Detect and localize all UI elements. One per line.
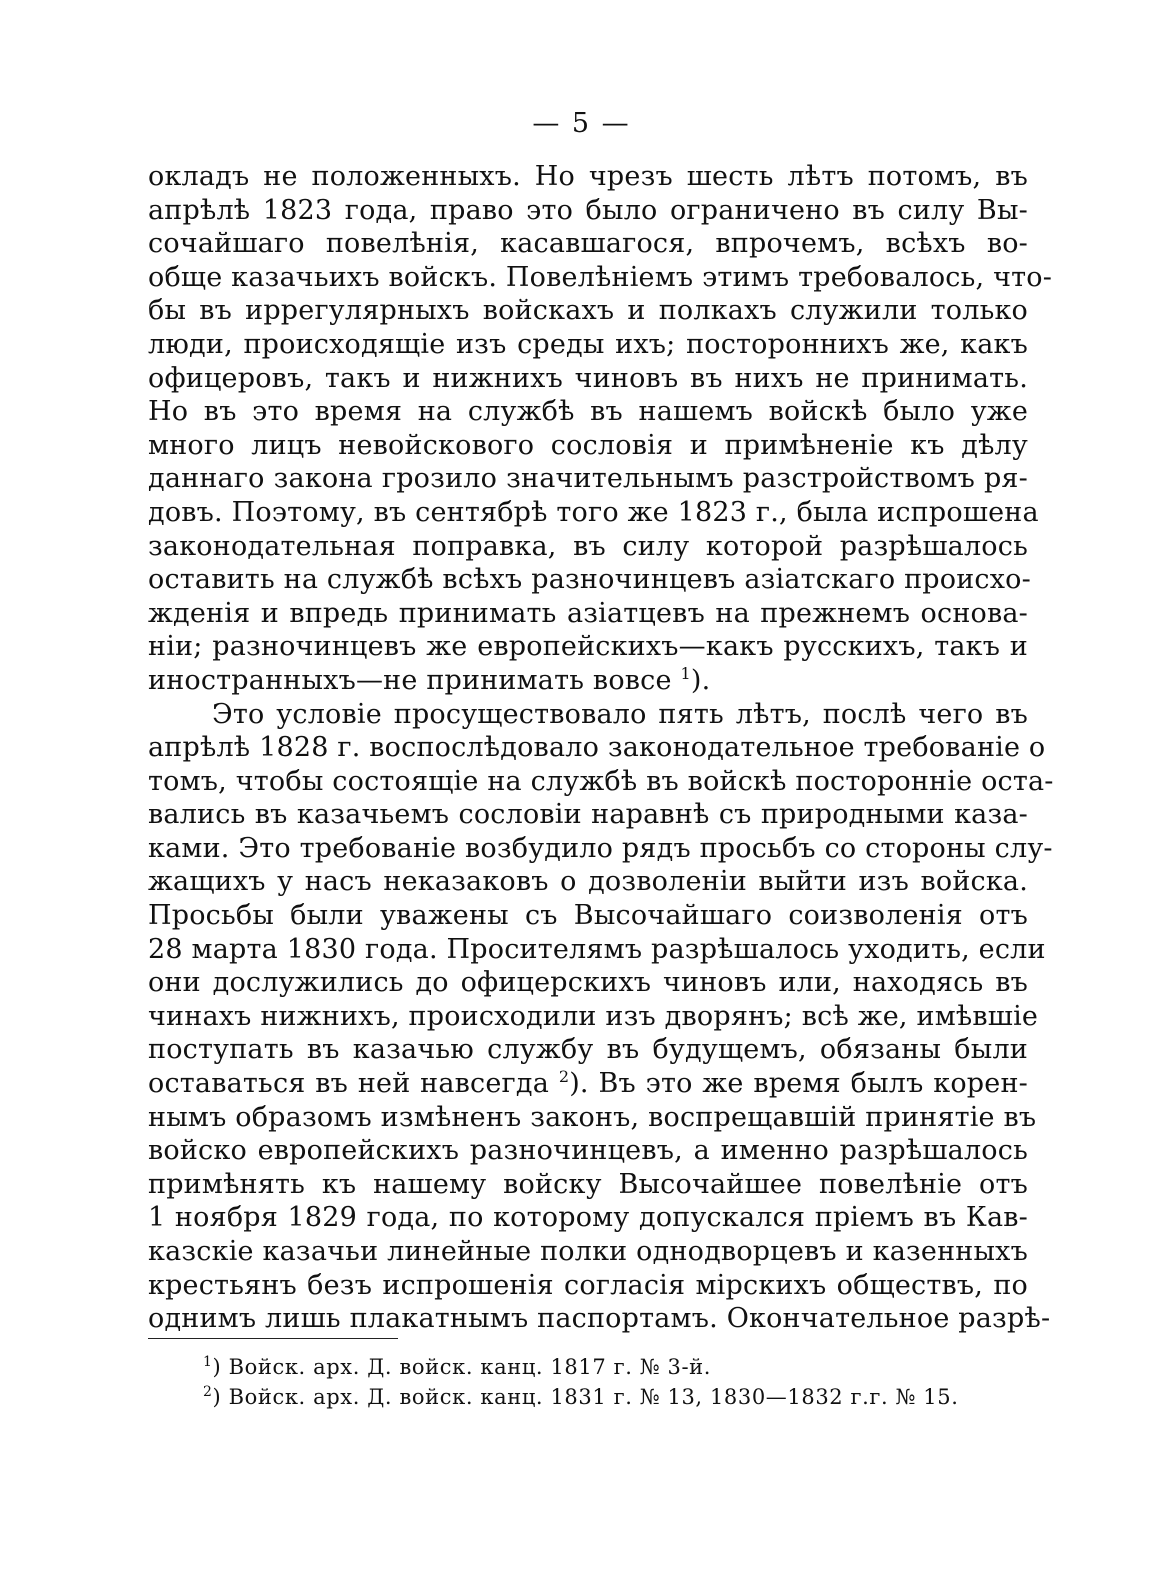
text-line: апрѣлѣ 1828 г. воспослѣдовало законодательное требованіе о bbox=[148, 732, 1046, 764]
footnote-text: ) Войск. арх. Д. войск. канц. 1831 г. № 13, 1830—1832 г.г. № 15. bbox=[212, 1385, 959, 1409]
footnote-mark: 2 bbox=[203, 1384, 213, 1400]
footnote bbox=[203, 1352, 1033, 1382]
footnote-reference: 2 bbox=[558, 1067, 570, 1087]
paragraph-first-line: Это условіе просуществовало пять лѣтъ, послѣ чего въ bbox=[212, 698, 1028, 730]
footnote-reference: 1 bbox=[680, 663, 691, 683]
text-line-with-footnote-ref bbox=[148, 664, 1028, 698]
text-line: законодательная поправка, въ силу которой разрѣшалось bbox=[148, 530, 1028, 562]
footnote-text: ) Войск. арх. Д. войск. канц. 1817 г. № 3-й. bbox=[212, 1355, 712, 1379]
text-line: жащихъ у насъ неказаковъ о дозволеніи выйти изъ войска. bbox=[148, 866, 1028, 898]
footnotes bbox=[203, 1352, 1033, 1412]
text-line: бы въ иррегулярныхъ войскахъ и полкахъ служили только bbox=[148, 295, 1028, 327]
text-line: казскіе казачьи линейные полки однодворцевъ и казенныхъ bbox=[148, 1236, 1028, 1267]
text-fragment: иностранныхъ—не принимать вовсе bbox=[148, 664, 681, 696]
text-line: крестьянъ безъ испрошенія согласія мірскихъ обществъ, по bbox=[148, 1269, 1028, 1301]
page-number: — 5 — bbox=[532, 108, 631, 139]
text-line: примѣнять къ нашему войску Высочайшее повелѣніе отъ bbox=[148, 1168, 1028, 1200]
text-line: поступать въ казачью службу въ будущемъ, обязаны были bbox=[148, 1034, 1028, 1066]
text-line: Но въ это время на службѣ въ нашемъ войскѣ было уже bbox=[148, 396, 1028, 428]
text-line-with-footnote-ref bbox=[148, 1067, 1028, 1101]
text-line: 1 ноября 1829 года, по которому допускался пріемъ въ Кав- bbox=[148, 1202, 1028, 1234]
footnote-mark: 1 bbox=[203, 1354, 213, 1370]
footnote bbox=[203, 1382, 1033, 1412]
text-line: войско европейскихъ разночинцевъ, а именно разрѣшалось bbox=[148, 1135, 1028, 1167]
text-line: чинахъ нижнихъ, происходили изъ дворянъ; всѣ же, имѣвшіе bbox=[148, 1000, 1039, 1032]
text-line: Просьбы были уважены съ Высочайшаго соизволенія отъ bbox=[148, 900, 1028, 932]
body-text bbox=[148, 160, 1054, 1336]
text-line: офицеровъ, такъ и нижнихъ чиновъ въ нихъ не принимать. bbox=[148, 362, 1028, 394]
text-fragment: ). Въ это же время былъ корен- bbox=[569, 1068, 1028, 1100]
text-line: много лицъ невойскового сословія и примѣненіе къ дѣлу bbox=[148, 429, 1028, 461]
text-line: нымъ образомъ измѣненъ законъ, воспрещавшій принятіе въ bbox=[148, 1101, 1037, 1133]
text-line: апрѣлѣ 1823 года, право это было ограничено въ силу Вы- bbox=[148, 194, 1028, 226]
text-line: оставить на службѣ всѣхъ разночинцевъ азіатскаго происхо- bbox=[148, 564, 1031, 596]
text-line: вались въ казачьемъ сословіи наравнѣ съ природными каза- bbox=[148, 799, 1028, 831]
text-line: люди, происходящіе изъ среды ихъ; постороннихъ же, какъ bbox=[148, 328, 1028, 360]
text-line: обще казачьихъ войскъ. Повелѣніемъ этимъ требовалось, что- bbox=[148, 261, 1053, 293]
text-line: сочайшаго повелѣнія, касавшагося, впрочемъ, всѣхъ во- bbox=[148, 228, 1028, 260]
text-line: ками. Это требованіе возбудило рядъ просьбъ со стороны слу- bbox=[148, 832, 1053, 864]
text-line: однимъ лишь плакатнымъ паспортамъ. Окончательное разрѣ- bbox=[148, 1303, 1051, 1335]
text-line: они дослужились до офицерскихъ чиновъ или, находясь въ bbox=[148, 967, 1028, 999]
text-line: даннаго закона грозило значительнымъ разстройствомъ ря- bbox=[148, 463, 1028, 495]
text-line: жденія и впредь принимать азіатцевъ на прежнемъ основа- bbox=[148, 597, 1028, 629]
text-line: 28 марта 1830 года. Просителямъ разрѣшалось уходить, если bbox=[148, 933, 1046, 965]
footnote-separator bbox=[148, 1338, 398, 1339]
text-line: томъ, чтобы состоящіе на службѣ въ войскѣ посторонніе оста- bbox=[148, 765, 1054, 797]
text-fragment: ). bbox=[690, 664, 711, 696]
text-line: довъ. Поэтому, въ сентябрѣ того же 1823 г., была испрошена bbox=[148, 496, 1039, 528]
text-line: окладъ не положенныхъ. Но чрезъ шесть лѣтъ потомъ, въ bbox=[148, 161, 1028, 192]
text-line: ніи; разночинцевъ же европейскихъ—какъ русскихъ, такъ и bbox=[148, 631, 1028, 663]
text-fragment: оставаться въ ней навсегда bbox=[148, 1068, 559, 1100]
